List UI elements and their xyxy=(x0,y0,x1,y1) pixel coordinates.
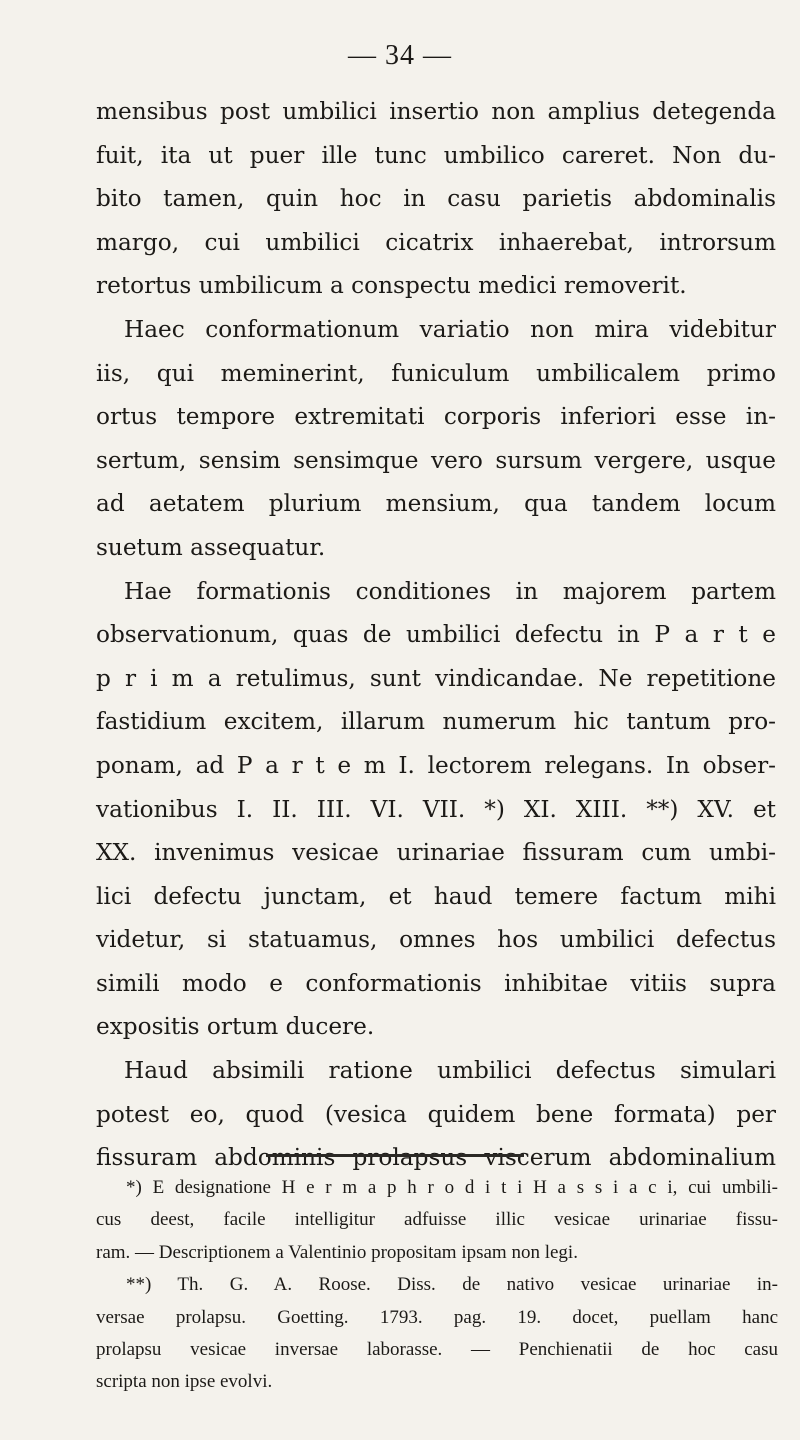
text-line: lici defectu junctam, et haud temere factum mihi xyxy=(96,882,776,910)
text-line: iis, qui meminerint, funiculum umbilicalem primo xyxy=(96,359,776,387)
text-line: Haec conformationum variatio non mira videbitur xyxy=(124,315,776,343)
text-line: vationibus I. II. III. VI. VII. *) XI. XIII. **) XV. et xyxy=(96,795,776,823)
text-line: ad aetatem plurium mensium, qua tandem locum xyxy=(96,490,776,518)
text-line: ponam, ad P a r t e m I. lectorem relegans. In obser- xyxy=(96,751,776,779)
footnote-line: prolapsu vesicae inversae laborasse. — Penchienatii de hoc casu xyxy=(96,1338,778,1360)
page-number: — 34 — xyxy=(348,40,452,71)
footnote-line: **) Th. G. A. Roose. Diss. de nativo vesicae urinariae in- xyxy=(126,1274,778,1296)
text-line: fastidium excitem, illarum numerum hic tantum pro- xyxy=(96,708,776,736)
body-text xyxy=(96,90,776,1180)
footnote-line: cus deest, facile intelligitur adfuisse illic vesicae urinariae fissu- xyxy=(96,1209,778,1231)
text-line: ortus tempore extremitati corporis inferiori esse in- xyxy=(96,403,776,431)
text-line: p r i m a retulimus, sunt vindicandae. Ne repetitione xyxy=(96,664,776,692)
text-line: fissuram abdominis prolapsus viscerum abdominalium xyxy=(96,1144,776,1172)
footnote-divider xyxy=(266,1154,524,1157)
text-line: suetum assequatur. xyxy=(96,533,326,561)
text-line: mensibus post umbilici insertio non amplius detegenda xyxy=(96,98,776,125)
text-line: Hae formationis conditiones in majorem partem xyxy=(124,577,776,605)
footnote-line: scripta non ipse evolvi. xyxy=(96,1371,273,1393)
text-line: videtur, si statuamus, omnes hos umbilici defectus xyxy=(96,926,776,954)
text-line: potest eo, quod (vesica quidem bene formata) per xyxy=(96,1100,776,1128)
text-line: sertum, sensim sensimque vero sursum vergere, usque xyxy=(96,446,776,474)
text-line: expositis ortum ducere. xyxy=(96,1013,375,1041)
text-line: margo, cui umbilici cicatrix inhaerebat, introrsum xyxy=(96,228,776,256)
text-line: Haud absimili ratione umbilici defectus simulari xyxy=(124,1057,776,1085)
footnote-line: versae prolapsu. Goetting. 1793. pag. 19. docet, puellam hanc xyxy=(96,1306,778,1328)
text-line: bito tamen, quin hoc in casu parietis abdominalis xyxy=(96,185,776,213)
text-line: simili modo e conformationis inhibitae vitiis supra xyxy=(96,969,776,997)
text-line: retortus umbilicum a conspectu medici removerit. xyxy=(96,272,687,300)
text-line: observationum, quas de umbilici defectu in P a r t e xyxy=(96,621,776,649)
text-line: fuit, ita ut puer ille tunc umbilico careret. Non du- xyxy=(96,141,776,169)
footnote-line: *) E designatione H e r m a p h r o d i t i H a s s i a c i, cui umbili- xyxy=(126,1177,778,1198)
footnotes xyxy=(96,1172,778,1399)
text-line: XX. invenimus vesicae urinariae fissuram cum umbi- xyxy=(96,839,776,867)
footnote-line: ram. — Descriptionem a Valentinio propositam ipsam non legi. xyxy=(96,1241,578,1263)
